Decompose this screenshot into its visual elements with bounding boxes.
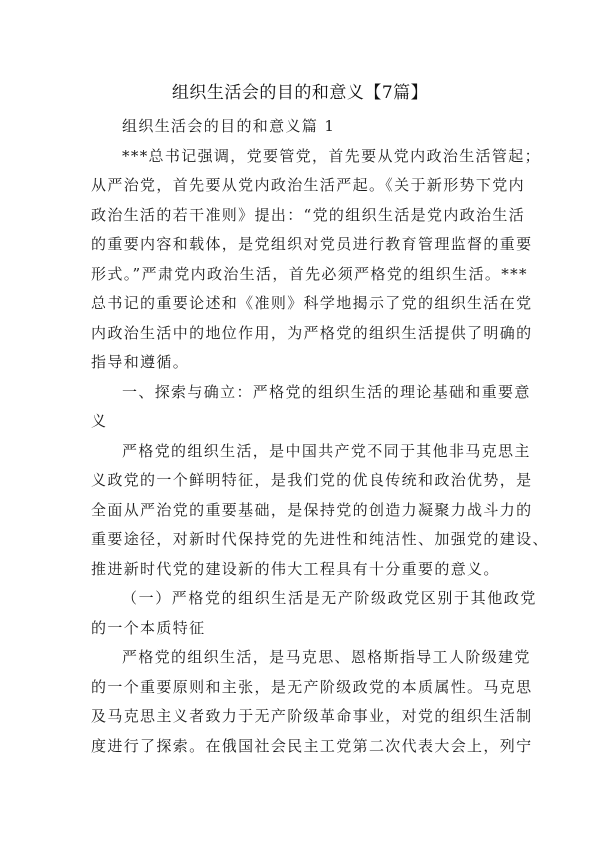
subheading-line: 的一个本质特征	[91, 618, 206, 637]
paragraph-line: 全面从严治党的重要基础，是保持党的创造力凝聚力战斗力的	[91, 500, 533, 519]
paragraph-line: 义政党的一个鲜明特征，是我们党的优良传统和政治优势，是	[91, 471, 533, 489]
subheading-line: （一）严格党的组织生活是无产阶级政党区别于其他政党	[122, 589, 538, 607]
paragraph-line: ***总书记强调，党要管党，首先要从党内政治生活管起；	[122, 146, 541, 165]
document-title: 组织生活会的目的和意义【7篇】	[171, 83, 429, 103]
paragraph-line: 严格党的组织生活，是中国共产党不同于其他非马克思主	[122, 441, 531, 460]
paragraph-line: 总书记的重要论述和《准则》科学地揭示了党的组织生活在党	[91, 294, 533, 312]
paragraph-line: 的重要内容和载体，是党组织对党员进行教育管理监督的重要	[91, 235, 533, 253]
paragraph-line: 度进行了探索。在俄国社会民主工党第二次代表大会上，列宁	[91, 736, 533, 755]
document-body	[91, 112, 549, 761]
paragraph-line: 严格党的组织生活，是马克思、恩格斯指导工人阶级建党	[122, 648, 531, 666]
paragraph-line: 内政治生活中的地位作用，为严格党的组织生活提供了明确的	[91, 323, 533, 342]
section-heading: 组织生活会的目的和意义篇 1	[122, 117, 336, 135]
paragraph-line: 从严治党，首先要从党内政治生活严起。《关于新形势下党内	[91, 176, 525, 194]
paragraph-line: 指导和遵循。	[91, 353, 190, 371]
paragraph-line: 形式。”严肃党内政治生活，首先必须严格党的组织生活。***	[91, 264, 528, 283]
paragraph-line: 推进新时代党的建设新的伟大工程具有十分重要的意义。	[91, 559, 500, 578]
paragraph-line: 的一个重要原则和主张，是无产阶级政党的本质属性。马克思	[91, 677, 533, 696]
subheading-line: 义	[91, 412, 108, 430]
paragraph-line: 及马克思主义者致力于无产阶级革命事业，对党的组织生活制	[91, 707, 533, 725]
subheading-line: 一、探索与确立：严格党的组织生活的理论基础和重要意	[122, 382, 531, 401]
paragraph-line: 政治生活的若干准则》提出：“党的组织生活是党内政治生活	[91, 205, 526, 224]
paragraph-line: 重要途径，对新时代保持党的先进性和纯洁性、加强党的建设、	[91, 530, 549, 548]
